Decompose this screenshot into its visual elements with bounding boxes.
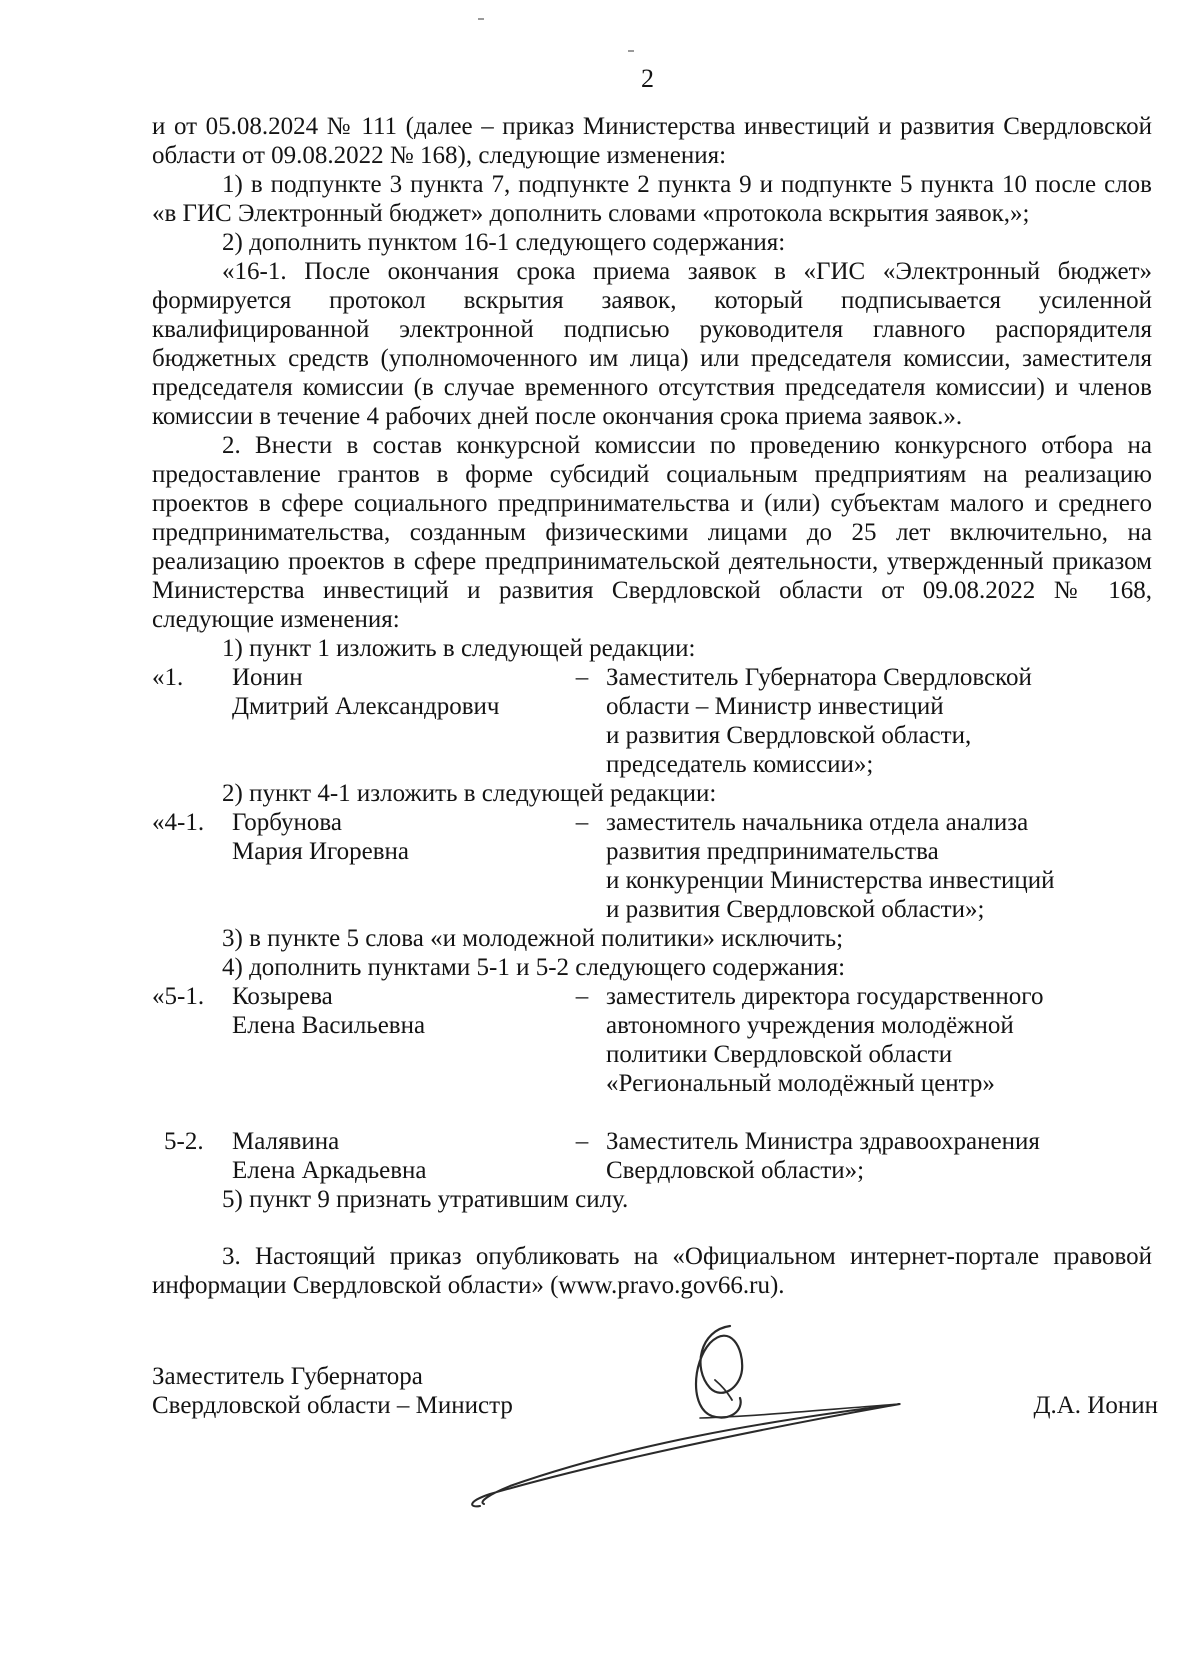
spacer	[152, 1098, 1152, 1127]
member-surname: Горбунова	[232, 809, 342, 836]
change-item-1: 1) пункт 1 изложить в следующей редакции:	[222, 635, 696, 662]
member-given-name: Мария Игоревна	[232, 838, 410, 865]
member-number: «1.	[152, 664, 184, 691]
role-line: и развития Свердловской области»;	[606, 896, 985, 923]
paragraph-intro: и от 05.08.2024 № 111 (далее – приказ Министерства инвестиций и развития Свердловской области от 09.08.2022 № 168), следующие изменения:	[152, 113, 1152, 169]
scan-speck	[478, 18, 484, 20]
role-line: заместитель начальника отдела анализа	[606, 809, 1029, 836]
member-name	[232, 982, 558, 1040]
role-line: автономного учреждения молодёжной	[606, 1012, 1014, 1039]
member-given-name: Елена Аркадьевна	[232, 1157, 427, 1184]
role-line: развития предпринимательства	[606, 838, 939, 865]
role-line: и конкуренции Министерства инвестиций	[606, 867, 1055, 894]
page-number: 2	[641, 64, 654, 93]
role-line: «Региональный молодёжный центр»	[606, 1070, 995, 1097]
commission-member	[152, 982, 1152, 1098]
member-surname: Малявина	[232, 1128, 340, 1155]
member-role	[606, 982, 1152, 1098]
paragraph-subitem-2: 2) дополнить пунктом 16-1 следующего содержания:	[222, 229, 786, 256]
member-dash: –	[575, 664, 589, 691]
change-item-5: 5) пункт 9 признать утратившим силу.	[222, 1186, 629, 1213]
role-line: заместитель директора государственного	[606, 983, 1044, 1010]
role-line: Свердловской области»;	[606, 1157, 865, 1184]
commission-member	[152, 808, 1152, 924]
change-item-2: 2) пункт 4-1 изложить в следующей редакции:	[222, 780, 717, 807]
role-line: области – Министр инвестиций	[606, 693, 944, 720]
paragraph-point-16-1: «16-1. После окончания срока приема заявок в «ГИС «Электронный бюджет» формируется протокол вскрытия заявок, который подписывается усиленной квалифицированной электронной подписью руководителя главного распорядителя бюджетных средств (уполномоченного им лица) или председателя комиссии, заместителя председателя комиссии (в случае временного отсутствия председателя комиссии) и членов комиссии в течение 4 рабочих дней после окончания срока приема заявок.».	[152, 258, 1152, 430]
paragraph-section-3: 3. Настоящий приказ опубликовать на «Официальном интернет-портале правовой информации Свердловской области» (www.pravo.gov66.ru).	[152, 1243, 1152, 1299]
scan-speck	[628, 50, 634, 52]
member-number: «5-1.	[152, 983, 205, 1010]
signer-position	[152, 1362, 1152, 1420]
commission-member	[152, 663, 1152, 779]
member-role	[606, 808, 1152, 924]
member-dash: –	[575, 983, 589, 1010]
change-item-4: 4) дополнить пунктами 5-1 и 5-2 следующего содержания:	[222, 954, 846, 981]
member-dash: –	[575, 809, 589, 836]
commission-changes	[152, 634, 1152, 1214]
paragraph-section-2: 2. Внести в состав конкурсной комиссии по проведению конкурсного отбора на предоставление грантов в форме субсидий социальным предприятиям на реализацию проектов в сфере социального предпринимательства и (или) субъектам малого и среднего предпринимательства, созданным физическими лицами до 25 лет включительно, на реализацию проектов в сфере предпринимательской деятельности, утвержденный приказом Министерства инвестиций и развития Свердловской области от 09.08.2022 № 168, следующие изменения:	[152, 432, 1152, 633]
member-surname: Ионин	[232, 664, 303, 691]
body-text	[152, 112, 1152, 634]
role-line: и развития Свердловской области,	[606, 722, 972, 749]
position-line: Свердловской области – Министр	[152, 1392, 513, 1419]
member-name	[232, 808, 558, 866]
member-surname: Козырева	[232, 983, 333, 1010]
signer-name: Д.А. Ионин	[1033, 1392, 1158, 1419]
member-number: 5-2.	[164, 1128, 204, 1155]
final-text	[152, 1242, 1152, 1300]
member-name	[232, 1127, 558, 1185]
paragraph-subitem-1: 1) в подпункте 3 пункта 7, подпункте 2 пункта 9 и подпункте 5 пункта 10 после слов «в ГИС Электронный бюджет» дополнить словами «протокола вскрытия заявок,»;	[152, 171, 1152, 227]
member-role	[606, 663, 1152, 779]
role-line: председатель комиссии»;	[606, 751, 874, 778]
member-given-name: Елена Васильевна	[232, 1012, 426, 1039]
change-item-3: 3) в пункте 5 слова «и молодежной политики» исключить;	[222, 925, 844, 952]
member-role	[606, 1127, 1152, 1185]
commission-member	[152, 1127, 1152, 1185]
member-name	[232, 663, 558, 721]
role-line: Заместитель Губернатора Свердловской	[606, 664, 1032, 691]
member-dash: –	[575, 1128, 589, 1155]
role-line: политики Свердловской области	[606, 1041, 953, 1068]
member-given-name: Дмитрий Александрович	[232, 693, 500, 720]
member-number: «4-1.	[152, 809, 205, 836]
role-line: Заместитель Министра здравоохранения	[606, 1128, 1040, 1155]
signature-block	[152, 1362, 1158, 1420]
position-line: Заместитель Губернатора	[152, 1363, 423, 1390]
